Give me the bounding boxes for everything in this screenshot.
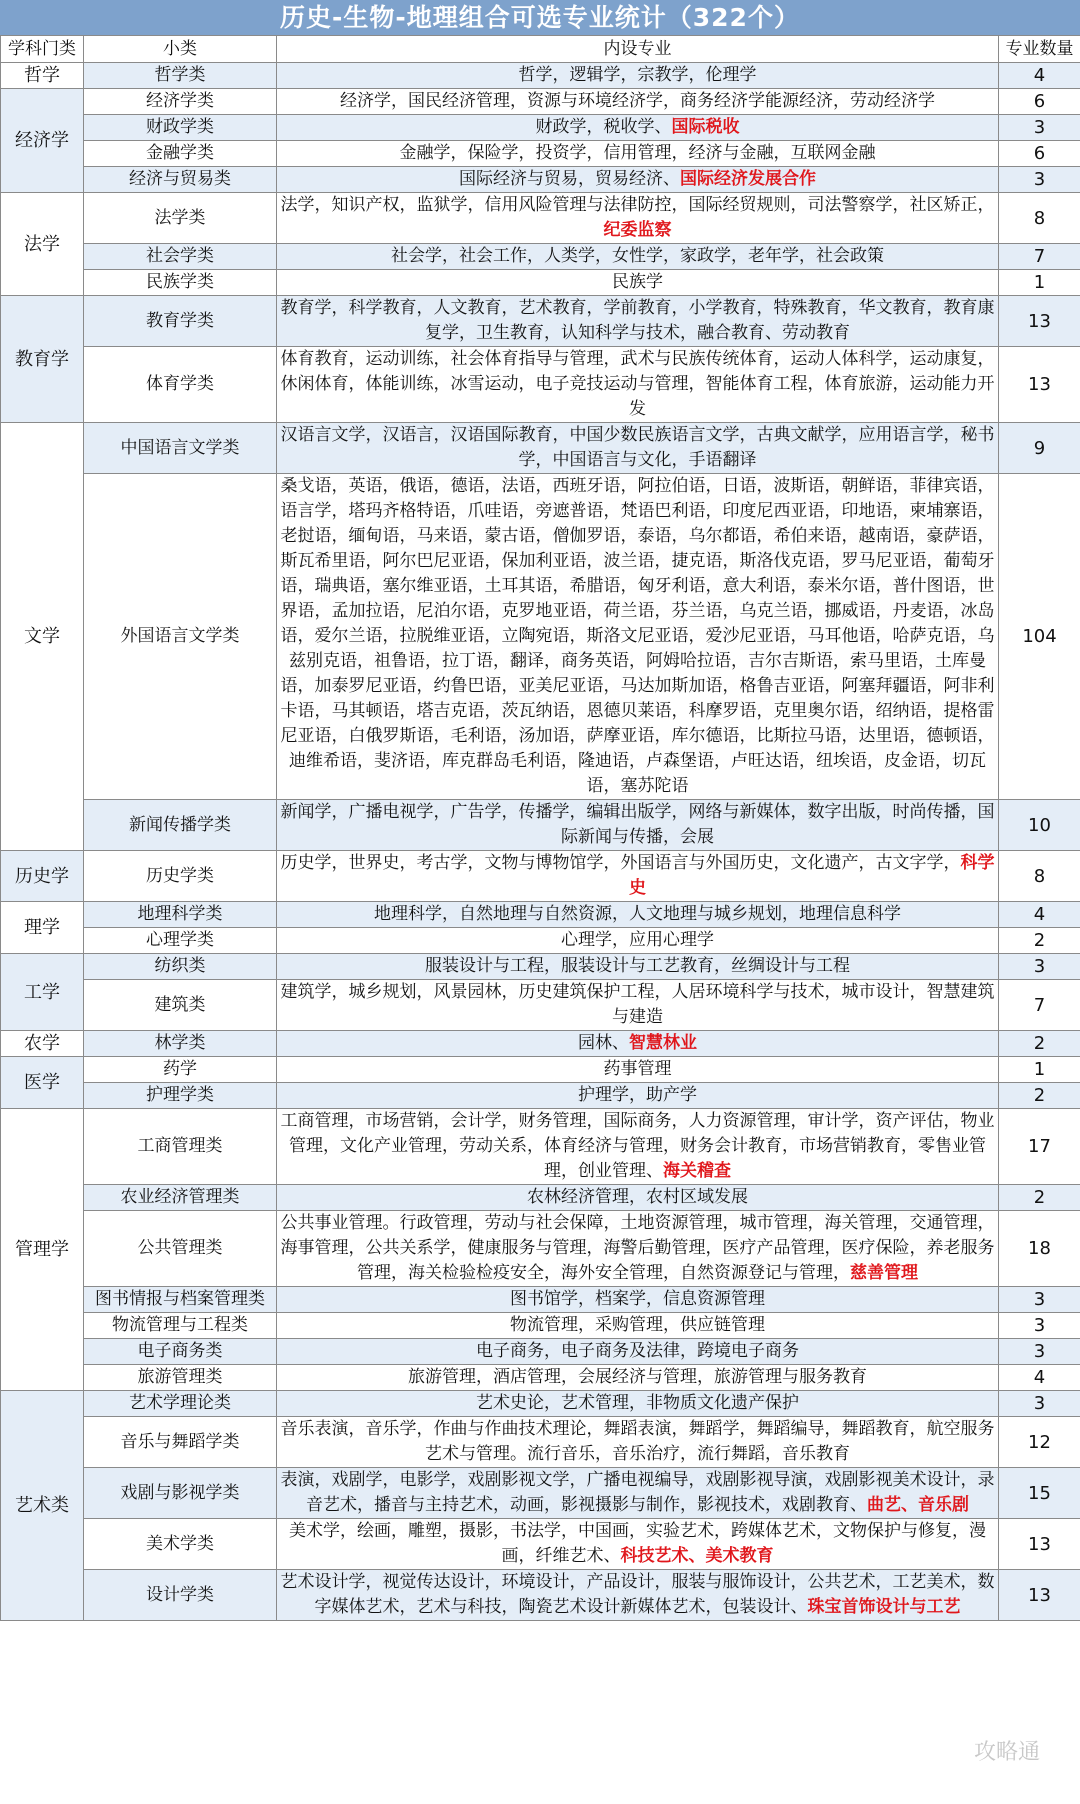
count-cell: 4 [999, 63, 1080, 89]
subcategory-cell: 图书情报与档案管理类 [84, 1287, 277, 1313]
count-cell: 13 [999, 1519, 1080, 1570]
header-majors: 内设专业 [277, 36, 999, 63]
major-text: 表演，戏剧学，电影学，戏剧影视文学，广播电视编导，戏剧影视导演，戏剧影视美术设计，录音艺术，播音与主持艺术，动画，影视摄影与制作，影视技术，戏剧教育、 [280, 1470, 995, 1515]
count-cell: 3 [999, 1339, 1080, 1365]
major-text: 国际经济与贸易，贸易经济、 [459, 169, 680, 189]
majors-cell [277, 928, 999, 954]
table-row [1, 89, 1080, 115]
majors-cell [277, 954, 999, 980]
table-row [1, 1287, 1080, 1313]
count-cell: 3 [999, 954, 1080, 980]
category-cell: 管理学 [1, 1109, 84, 1391]
subcategory-cell: 经济学类 [84, 89, 277, 115]
count-cell: 8 [999, 193, 1080, 244]
subcategory-cell: 社会学类 [84, 244, 277, 270]
table-row [1, 63, 1080, 89]
major-text: 教育学，科学教育，人文教育，艺术教育，学前教育，小学教育，特殊教育，华文教育，教育康复学，卫生教育，认知科学与技术，融合教育、劳动教育 [280, 298, 995, 343]
highlighted-major: 珠宝首饰设计与工艺 [807, 1597, 961, 1617]
subcategory-cell: 心理学类 [84, 928, 277, 954]
major-text: 体育教育，运动训练，社会体育指导与管理，武术与民族传统体育，运动人体科学，运动康复，休闲体育，体能训练，冰雪运动，电子竞技运动与管理，智能体育工程，体育旅游，运动能力开发 [280, 349, 995, 419]
highlighted-major: 海关稽查 [663, 1161, 731, 1181]
subcategory-cell: 经济与贸易类 [84, 167, 277, 193]
majors-cell [277, 296, 999, 347]
category-cell: 哲学 [1, 63, 84, 89]
table-row [1, 1468, 1080, 1519]
count-cell: 7 [999, 980, 1080, 1031]
category-cell: 医学 [1, 1057, 84, 1109]
majors-cell [277, 89, 999, 115]
majors-cell [277, 1057, 999, 1083]
table-row [1, 1211, 1080, 1287]
subcategory-cell: 护理学类 [84, 1083, 277, 1109]
count-cell: 18 [999, 1211, 1080, 1287]
category-cell: 历史学 [1, 851, 84, 902]
highlighted-major: 国际经济发展合作 [680, 169, 816, 189]
table-row [1, 1570, 1080, 1621]
major-text: 电子商务，电子商务及法律，跨境电子商务 [476, 1341, 799, 1361]
subcategory-cell: 工商管理类 [84, 1109, 277, 1185]
major-text: 音乐表演，音乐学，作曲与作曲技术理论，舞蹈表演，舞蹈学，舞蹈编导，舞蹈教育，航空服务艺术与管理。流行音乐，音乐治疗，流行舞蹈，音乐教育 [280, 1419, 995, 1464]
major-text: 历史学，世界史，考古学，文物与博物馆学，外国语言与外国历史，文化遗产，古文字学， [280, 853, 961, 873]
subcategory-cell: 电子商务类 [84, 1339, 277, 1365]
table-row [1, 193, 1080, 244]
table-row [1, 1339, 1080, 1365]
major-text: 法学，知识产权，监狱学，信用风险管理与法律防控，国际经贸规则，司法警察学，社区矫正， [280, 195, 995, 215]
highlighted-major: 国际税收 [671, 117, 740, 137]
majors-cell [277, 244, 999, 270]
header-count: 专业数量 [999, 36, 1080, 63]
watermark: 攻略通 [973, 1740, 1040, 1765]
subcategory-cell: 外国语言文学类 [84, 474, 277, 800]
major-text: 新闻学，广播电视学，广告学，传播学，编辑出版学，网络与新媒体，数字出版，时尚传播，国际新闻与传播，会展 [280, 802, 995, 847]
count-cell: 13 [999, 296, 1080, 347]
majors-cell [277, 270, 999, 296]
table-row [1, 1057, 1080, 1083]
count-cell: 1 [999, 1057, 1080, 1083]
category-cell: 法学 [1, 193, 84, 296]
table-row [1, 902, 1080, 928]
majors-cell [277, 63, 999, 89]
major-text: 艺术史论，艺术管理，非物质文化遗产保护 [476, 1393, 799, 1413]
table-row [1, 244, 1080, 270]
major-text: 经济学，国民经济管理，资源与环境经济学，商务经济学能源经济，劳动经济学 [340, 91, 935, 111]
table-row [1, 1417, 1080, 1468]
subcategory-cell: 旅游管理类 [84, 1365, 277, 1391]
majors-cell [277, 423, 999, 474]
count-cell: 12 [999, 1417, 1080, 1468]
major-text: 地理科学，自然地理与自然资源，人文地理与城乡规划，地理信息科学 [374, 904, 901, 924]
subcategory-cell: 新闻传播学类 [84, 800, 277, 851]
subcategory-cell: 教育学类 [84, 296, 277, 347]
count-cell: 2 [999, 928, 1080, 954]
major-text: 汉语言文学，汉语言，汉语国际教育，中国少数民族语言文学，古典文献学，应用语言学，秘书学，中国语言与文化，手语翻译 [280, 425, 995, 470]
count-cell: 3 [999, 1287, 1080, 1313]
count-cell: 3 [999, 1391, 1080, 1417]
count-cell: 1 [999, 270, 1080, 296]
subcategory-cell: 金融学类 [84, 141, 277, 167]
count-cell: 6 [999, 89, 1080, 115]
subcategory-cell: 法学类 [84, 193, 277, 244]
major-text: 园林、 [578, 1033, 629, 1053]
subcategory-cell: 药学 [84, 1057, 277, 1083]
major-text: 服装设计与工程，服装设计与工艺教育，丝绸设计与工程 [425, 956, 850, 976]
major-text: 美术学，绘画，雕塑，摄影，书法学，中国画，实验艺术，跨媒体艺术，文物保护与修复，漫画，纤维艺术、 [289, 1521, 986, 1566]
major-text: 艺术设计学，视觉传达设计，环境设计，产品设计，服装与服饰设计，公共艺术，工艺美术，数字媒体艺术，艺术与科技，陶瓷艺术设计新媒体艺术，包装设计、 [280, 1572, 995, 1617]
majors-cell [277, 902, 999, 928]
table-row [1, 1365, 1080, 1391]
table-row [1, 474, 1080, 800]
table-row [1, 1519, 1080, 1570]
majors-cell [277, 1287, 999, 1313]
highlighted-major: 慈善管理 [850, 1263, 918, 1283]
subcategory-cell: 农业经济管理类 [84, 1185, 277, 1211]
header-category: 学科门类 [1, 36, 84, 63]
highlighted-major: 科学史 [629, 853, 995, 898]
header-subcategory: 小类 [84, 36, 277, 63]
highlighted-major: 智慧林业 [629, 1033, 697, 1053]
major-text: 桑戈语，英语，俄语，德语，法语，西班牙语，阿拉伯语，日语，波斯语，朝鲜语，菲律宾语，语言学，塔玛齐格特语，爪哇语，旁遮普语，梵语巴利语，印度尼西亚语，印地语，柬埔寨语，老挝语，缅甸语，马来语，蒙古语，僧伽罗语，泰语，乌尔都语，希伯来语，越南语，豪萨语，斯瓦希里语，阿尔巴尼亚语，保加利亚语，波兰语，捷克语，斯洛伐克语，罗马尼亚语，葡萄牙语，瑞典语，塞尔维亚语，土耳其语，希腊语，匈牙利语，意大利语，泰米尔语，普什图语，世界语，孟加拉语，尼泊尔语，克罗地亚语，荷兰语，芬兰语，乌克兰语，挪威语，丹麦语，冰岛语，爱尔兰语，拉脱维亚语，立陶宛语，斯洛文尼亚语，爱沙尼亚语，马耳他语，哈萨克语，乌兹别克语，祖鲁语，拉丁语，翻译，商务英语，阿姆哈拉语，吉尔吉斯语，索马里语，土库曼语，加泰罗尼亚语，约鲁巴语，亚美尼亚语，马达加斯加语，格鲁吉亚语，阿塞拜疆语，阿非利卡语，马其顿语，塔吉克语，茨瓦纳语，恩德贝莱语，科摩罗语，克里奥尔语，绍纳语，提格雷尼亚语，白俄罗斯语，毛利语，汤加语，萨摩亚语，库尔德语，比斯拉马语，达里语，德顿语，迪维希语，斐济语，库克群岛毛利语，隆迪语，卢森堡语，卢旺达语，纽埃语，皮金语，切瓦语，塞苏陀语 [280, 476, 995, 796]
subcategory-cell: 物流管理与工程类 [84, 1313, 277, 1339]
table-row [1, 167, 1080, 193]
subcategory-cell: 历史学类 [84, 851, 277, 902]
table-row [1, 115, 1080, 141]
table-header-row [1, 36, 1080, 63]
subcategory-cell: 戏剧与影视学类 [84, 1468, 277, 1519]
majors-cell [277, 115, 999, 141]
major-text: 社会学，社会工作，人类学，女性学，家政学，老年学，社会政策 [391, 246, 884, 266]
major-text: 心理学，应用心理学 [561, 930, 714, 950]
major-text: 哲学，逻辑学，宗教学，伦理学 [518, 65, 757, 85]
majors-cell [277, 141, 999, 167]
table-body [1, 63, 1080, 1621]
count-cell: 2 [999, 1185, 1080, 1211]
majors-cell [277, 1519, 999, 1570]
majors-cell [277, 1083, 999, 1109]
count-cell: 2 [999, 1031, 1080, 1057]
majors-table-container [0, 35, 1080, 1621]
category-cell: 工学 [1, 954, 84, 1031]
subcategory-cell: 艺术学理论类 [84, 1391, 277, 1417]
table-row [1, 1083, 1080, 1109]
count-cell: 17 [999, 1109, 1080, 1185]
subcategory-cell: 民族学类 [84, 270, 277, 296]
subcategory-cell: 纺织类 [84, 954, 277, 980]
majors-cell [277, 347, 999, 423]
subcategory-cell: 美术学类 [84, 1519, 277, 1570]
count-cell: 8 [999, 851, 1080, 902]
table-row [1, 928, 1080, 954]
majors-cell [277, 851, 999, 902]
table-row [1, 141, 1080, 167]
count-cell: 15 [999, 1468, 1080, 1519]
highlighted-major: 科技艺术、美术教育 [620, 1546, 774, 1566]
table-row [1, 1031, 1080, 1057]
category-cell: 农学 [1, 1031, 84, 1057]
majors-cell [277, 1211, 999, 1287]
major-text: 财政学，税收学、 [535, 117, 672, 137]
subcategory-cell: 哲学类 [84, 63, 277, 89]
category-cell: 教育学 [1, 296, 84, 423]
majors-cell [277, 980, 999, 1031]
table-row [1, 851, 1080, 902]
subcategory-cell: 公共管理类 [84, 1211, 277, 1287]
subcategory-cell: 地理科学类 [84, 902, 277, 928]
category-cell: 理学 [1, 902, 84, 954]
table-row [1, 1185, 1080, 1211]
count-cell: 13 [999, 1570, 1080, 1621]
count-cell: 4 [999, 1365, 1080, 1391]
major-text: 药事管理 [603, 1059, 672, 1079]
count-cell: 104 [999, 474, 1080, 800]
table-row [1, 423, 1080, 474]
major-text: 物流管理，采购管理，供应链管理 [510, 1315, 765, 1335]
major-text: 图书馆学，档案学，信息资源管理 [510, 1289, 765, 1309]
majors-cell [277, 1031, 999, 1057]
count-cell: 2 [999, 1083, 1080, 1109]
count-cell: 6 [999, 141, 1080, 167]
count-cell: 10 [999, 800, 1080, 851]
highlighted-major: 纪委监察 [603, 220, 672, 240]
major-text: 旅游管理，酒店管理，会展经济与管理，旅游管理与服务教育 [408, 1367, 867, 1387]
major-text: 民族学 [612, 272, 663, 292]
table-row [1, 1313, 1080, 1339]
category-cell: 文学 [1, 423, 84, 851]
count-cell: 7 [999, 244, 1080, 270]
table-row [1, 954, 1080, 980]
major-text: 工商管理，市场营销，会计学，财务管理，国际商务，人力资源管理，审计学，资产评估，物业管理，文化产业管理，劳动关系，体育经济与管理，财务会计教育，市场营销教育，零售业管理，创业管理、 [280, 1111, 995, 1181]
major-text: 建筑学，城乡规划，风景园林，历史建筑保护工程，人居环境科学与技术，城市设计，智慧建筑与建造 [280, 982, 995, 1027]
subcategory-cell: 林学类 [84, 1031, 277, 1057]
subcategory-cell: 财政学类 [84, 115, 277, 141]
table-row [1, 296, 1080, 347]
major-text: 护理学，助产学 [578, 1085, 697, 1105]
majors-cell [277, 1109, 999, 1185]
table-row [1, 800, 1080, 851]
category-cell: 经济学 [1, 89, 84, 193]
subcategory-cell: 建筑类 [84, 980, 277, 1031]
majors-table [0, 35, 1080, 1621]
majors-cell [277, 1391, 999, 1417]
table-row [1, 980, 1080, 1031]
majors-cell [277, 1339, 999, 1365]
count-cell: 3 [999, 115, 1080, 141]
majors-cell [277, 474, 999, 800]
majors-cell [277, 167, 999, 193]
subcategory-cell: 体育学类 [84, 347, 277, 423]
subcategory-cell: 音乐与舞蹈学类 [84, 1417, 277, 1468]
table-row [1, 347, 1080, 423]
count-cell: 3 [999, 167, 1080, 193]
count-cell: 3 [999, 1313, 1080, 1339]
table-title: 历史-生物-地理组合可选专业统计（322个） [0, 0, 1080, 35]
majors-cell [277, 1468, 999, 1519]
count-cell: 9 [999, 423, 1080, 474]
table-row [1, 1391, 1080, 1417]
majors-cell [277, 193, 999, 244]
major-text: 金融学，保险学，投资学，信用管理，经济与金融，互联网金融 [399, 143, 876, 163]
category-cell: 艺术类 [1, 1391, 84, 1621]
major-text: 农林经济管理，农村区域发展 [527, 1187, 748, 1207]
majors-cell [277, 800, 999, 851]
subcategory-cell: 中国语言文学类 [84, 423, 277, 474]
table-row [1, 1109, 1080, 1185]
majors-cell [277, 1313, 999, 1339]
majors-cell [277, 1570, 999, 1621]
majors-cell [277, 1185, 999, 1211]
count-cell: 4 [999, 902, 1080, 928]
count-cell: 13 [999, 347, 1080, 423]
majors-cell [277, 1417, 999, 1468]
subcategory-cell: 设计学类 [84, 1570, 277, 1621]
highlighted-major: 曲艺、音乐剧 [867, 1495, 969, 1515]
table-row [1, 270, 1080, 296]
major-text: 公共事业管理。行政管理，劳动与社会保障，土地资源管理，城市管理，海关管理，交通管理，海事管理，公共关系学，健康服务与管理，海警后勤管理，医疗产品管理，医疗保险，养老服务管理，海关检验检疫安全，海外安全管理，自然资源登记与管理， [280, 1213, 995, 1283]
majors-cell [277, 1365, 999, 1391]
